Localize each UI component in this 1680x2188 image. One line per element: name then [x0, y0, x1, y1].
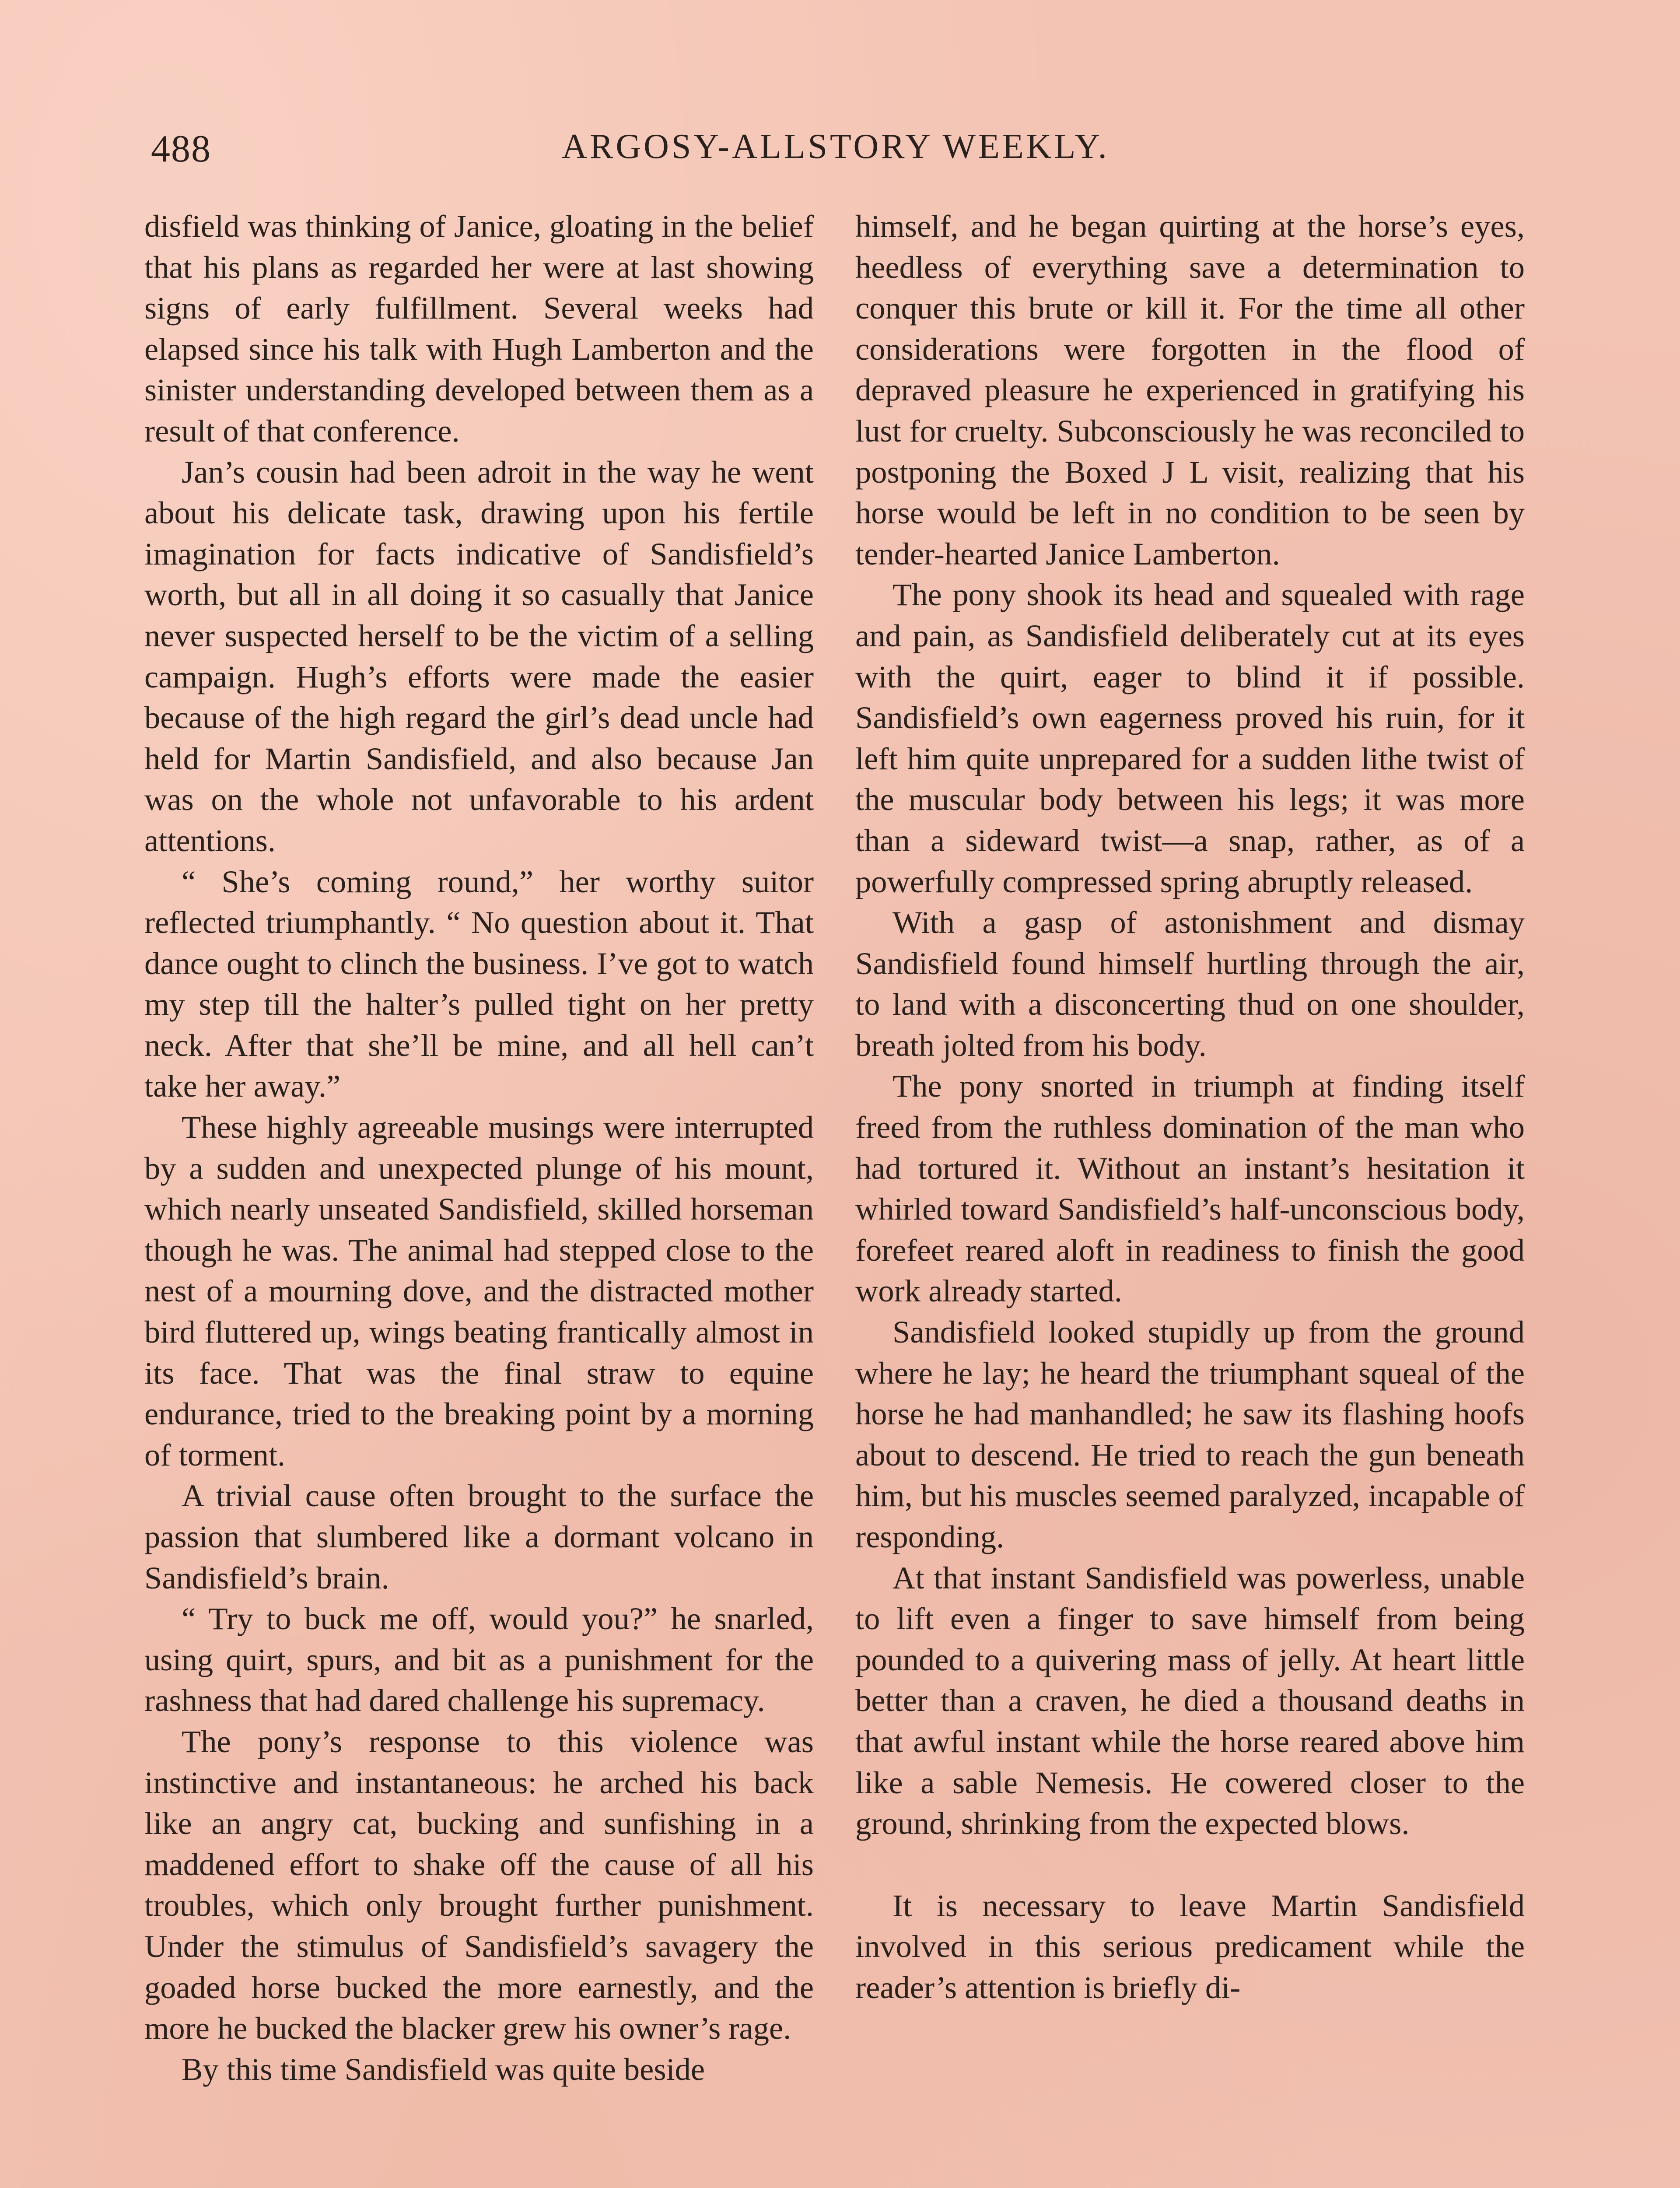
paragraph: These highly agreeable musings were interrupted by a sudden and unexpected plunge of his mount, which nearly unseated Sandisfield, skilled horseman though he was. The animal had stepped close to the nest of a mourning dove, and the distracted mother bird fluttered up, wings beating frantically almost in its face. That was the final straw to equine endurance, tried to the breaking point by a morning of torment.	[144, 1109, 814, 1473]
paragraph: It is necessary to leave Martin Sandisfield involved in this serious predicament while the reader’s attention is briefly di-	[855, 1887, 1525, 2005]
paragraph: The pony’s response to this violence was instinctive and instantaneous: he arched his back like an angry cat, bucking and sunfishing in a maddened effort to shake off the cause of all his troubles, which only brought further punishment. Under the stimulus of Sandisfield’s savagery the goaded horse bucked the more earnestly, and the more he bucked the blacker grew his owner’s rage.	[144, 1723, 814, 2046]
paragraph: himself, and he began quirting at the horse’s eyes, heedless of everything save a determination to conquer this brute or kill it. For the time all other considerations were forgotten in the flood of depraved pleasure he experienced in gratifying his lust for cruelty. Subconsciously he was reconciled to postponing the Boxed J L visit, realizing that his horse would be left in no condition to be seen by tender-hearted Janice Lamberton.	[855, 208, 1525, 572]
paragraph: With a gasp of astonishment and dismay Sandisfield found himself hurtling through the air, to land with a disconcerting thud on one shoulder, breath jolted from his body.	[855, 905, 1525, 1063]
paragraph: By this time Sandisfield was quite beside	[182, 2051, 705, 2087]
paragraph: Sandisfield looked stupidly up from the ground where he lay; he heard the triumphant squeal of the horse he had manhandled; he saw its flashing hoofs about to descend. He tried to reach the gun beneath him, but his muscles seemed paralyzed, incapable of responding.	[855, 1314, 1525, 1554]
paragraph: The pony snorted in triumph at finding itself freed from the ruthless domination of the man who had tortured it. Without an instant’s hesitation it whirled toward Sandisfield’s half-unconscious body, forefeet reared aloft in readiness to finish the good work already started.	[855, 1068, 1525, 1309]
paragraph: “ She’s coming round,” her worthy suitor reflected triumphantly. “ No question about it. That dance ought to clinch the business. I’ve got to watch my step till the halter’s pulled tight on her pretty neck. After that she’ll be mine, and all hell can’t take her away.”	[144, 863, 814, 1104]
right-column	[855, 206, 1525, 2008]
section-break	[855, 1844, 1525, 1885]
paragraph: A trivial cause often brought to the surface the passion that slumbered like a dormant volcano in Sandisfield’s brain.	[144, 1478, 814, 1595]
paragraph: “ Try to buck me off, would you?” he snarled, using quirt, spurs, and bit as a punishment for the rashness that had dared challenge his supremacy.	[144, 1601, 814, 1718]
paragraph: At that instant Sandisfield was powerless, unable to lift even a finger to save himself from being pounded to a quivering mass of jelly. At heart little better than a craven, he died a thousand deaths in that awful instant while the horse reared above him like a sable Nemesis. He cowered closer to the ground, shrinking from the expected blows.	[855, 1560, 1525, 1841]
paragraph: Jan’s cousin had been adroit in the way he went about his delicate task, drawing upon his fertile imagination for facts indicative of Sandisfield’s worth, but all in all doing it so casually that Janice never suspected herself to be the victim of a selling campaign. Hugh’s efforts were made the easier because of the high regard the girl’s dead uncle had held for Martin Sandisfield, and also because Jan was on the whole not unfavorable to his ardent attentions.	[144, 454, 814, 858]
running-title: ARGOSY-ALLSTORY WEEKLY.	[562, 127, 1110, 166]
page-header	[151, 127, 1520, 179]
paragraph: The pony shook its head and squealed with rage and pain, as Sandisfield deliberately cut at its eyes with the quirt, eager to blind it if possible. Sandisfield’s own eagerness proved his ruin, for it left him quite unprepared for a sudden lithe twist of the muscular body between his legs; it was more than a sideward twist—a snap, rather, as of a powerfully compressed spring abruptly released.	[855, 577, 1525, 899]
page-number: 488	[151, 128, 211, 170]
paragraph: disfield was thinking of Janice, gloating in the belief that his plans as regarded her were at last showing signs of early fulfillment. Several weeks had elapsed since his talk with Hugh Lamberton and the sinister understanding developed between them as a result of that conference.	[144, 208, 814, 449]
left-column	[144, 206, 814, 2090]
